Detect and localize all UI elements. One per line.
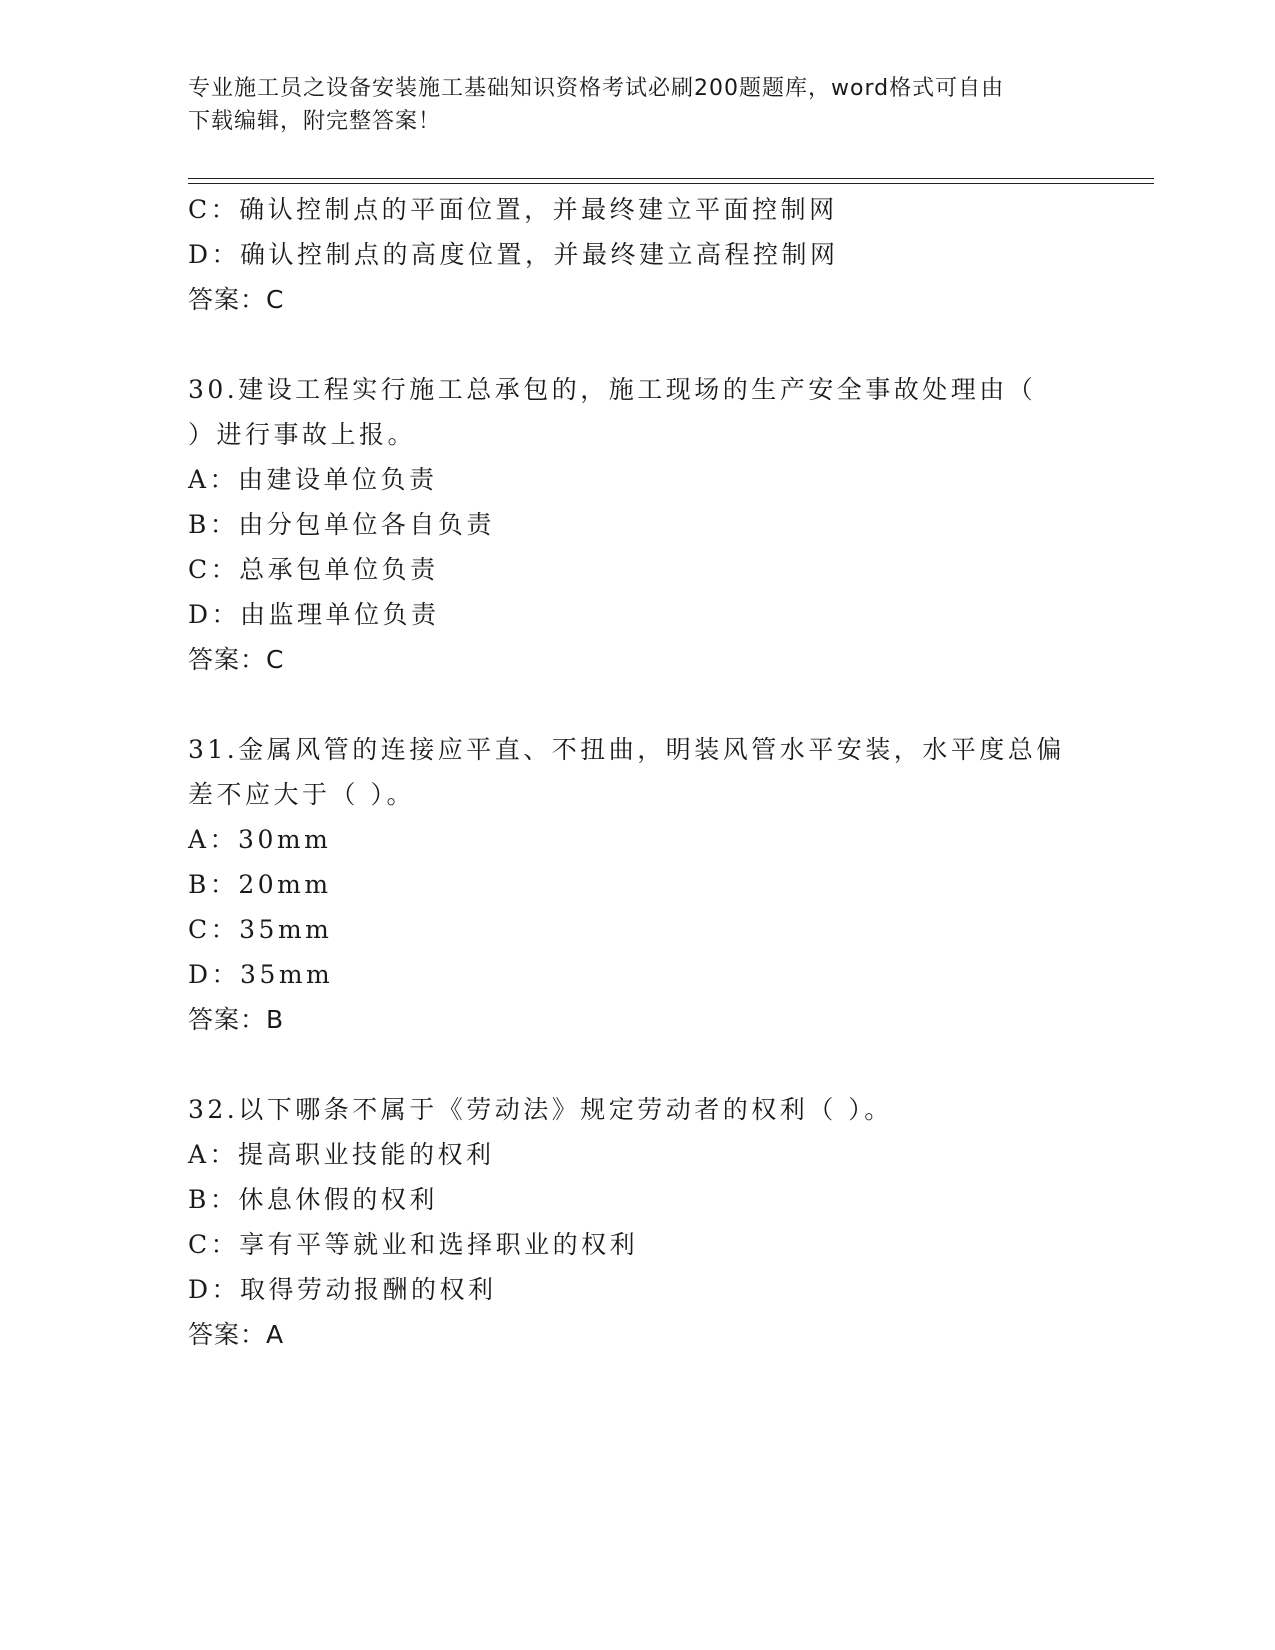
q32-option-c: C：享有平等就业和选择职业的权利 [188, 1230, 639, 1259]
q30-option-d: D：由监理单位负责 [188, 600, 440, 629]
q30-answer: 答案：C [188, 645, 285, 674]
header-divider-top [188, 178, 1154, 179]
q32-option-d: D：取得劳动报酬的权利 [188, 1275, 497, 1304]
q32-option-b: B：休息休假的权利 [188, 1185, 438, 1214]
q32-answer: 答案：A [188, 1320, 285, 1349]
document-header [188, 72, 1068, 138]
header-divider-bottom [188, 183, 1154, 184]
q29-answer: 答案：C [188, 285, 285, 314]
q29-option-d: D：确认控制点的高度位置，并最终建立高程控制网 [188, 240, 839, 269]
q31-answer: 答案：B [188, 1005, 285, 1034]
header-line-1: 专业施工员之设备安装施工基础知识资格考试必刷200题题库，word格式可自由 [188, 76, 1005, 101]
q31-stem-line-2: 差不应大于（ ）。 [188, 780, 415, 809]
q31-stem-line-1: 31.金属风管的连接应平直、不扭曲，明装风管水平安装，水平度总偏 [188, 735, 1065, 764]
q30-stem-line-1: 30.建设工程实行施工总承包的，施工现场的生产安全事故处理由（ [188, 375, 1037, 404]
q30-stem-line-2: ）进行事故上报。 [188, 420, 417, 449]
q31-option-c: C：35mm [188, 915, 333, 944]
q30-option-a: A：由建设单位负责 [188, 465, 438, 494]
q30-option-c: C：总承包单位负责 [188, 555, 439, 584]
header-line-2: 下载编辑，附完整答案！ [188, 109, 442, 134]
q29-option-c: C：确认控制点的平面位置，并最终建立平面控制网 [188, 195, 838, 224]
q31-option-a: A：30mm [188, 825, 332, 854]
q31-option-b: B：20mm [188, 870, 332, 899]
q31-option-d: D：35mm [188, 960, 334, 989]
q32-stem-line-1: 32.以下哪条不属于《劳动法》规定劳动者的权利（ ）。 [188, 1095, 893, 1124]
q30-option-b: B：由分包单位各自负责 [188, 510, 495, 539]
q32-option-a: A：提高职业技能的权利 [188, 1140, 495, 1169]
